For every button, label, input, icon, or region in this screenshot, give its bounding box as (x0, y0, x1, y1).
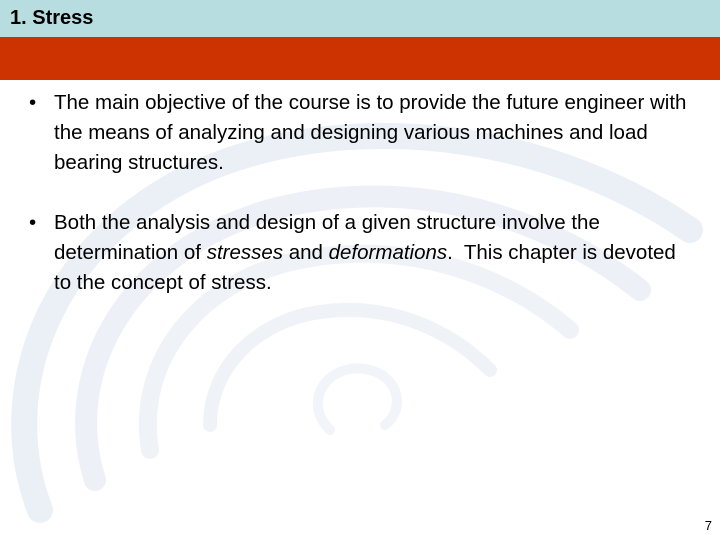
bullet-text-end: . This chapter is devoted to the concept of stress. (54, 241, 682, 294)
term-stresses: stresses (206, 241, 284, 264)
page-number: 7 (704, 518, 712, 533)
bullet-list (0, 88, 720, 298)
bullet-text-mid: and (283, 241, 329, 264)
bullet-text-start: Both the analysis and design of a given structure involve the determination of (54, 211, 600, 264)
bullet-text: The main objective of the course is to provide the future engineer with the means of analyzing and designing various machines and load bearing structures. (54, 91, 687, 174)
bullet-analysis-design (0, 208, 720, 298)
title-bar (0, 0, 720, 37)
bullet-symbol: • (29, 211, 37, 234)
slide-title: 1. Stress (10, 7, 94, 29)
bullet-objective (0, 88, 720, 178)
accent-band (0, 37, 720, 80)
bullet-symbol: • (29, 91, 37, 114)
term-deformations: deformations (328, 241, 448, 264)
